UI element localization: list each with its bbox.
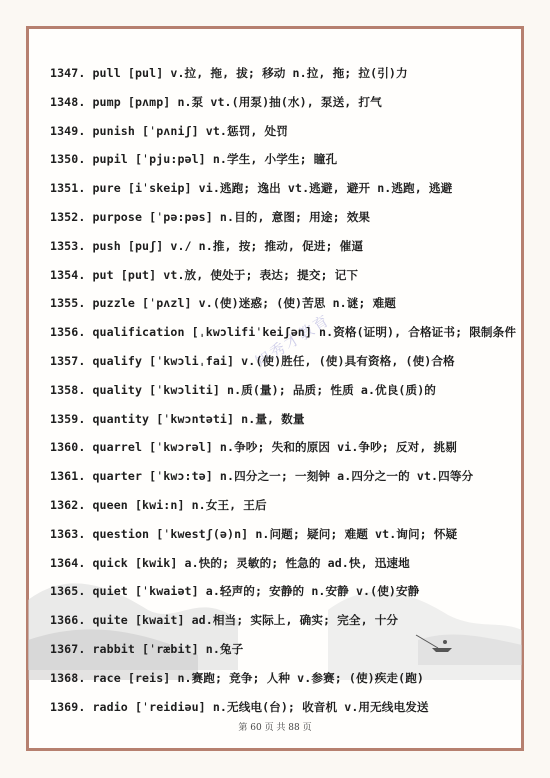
vocab-entry: 1360. quarrel [ˈkwɔrəl] n.争吵; 失和的原因 vi.争吵; 反对, 挑剔 xyxy=(50,440,457,455)
vocabulary-list xyxy=(50,59,520,721)
vocab-entry: 1348. pump [pʌmp] n.泵 vt.(用泵)抽(水), 泵送, 打气 xyxy=(50,94,382,109)
vocab-entry: 1362. queen [kwi:n] n.女王, 王后 xyxy=(50,497,267,512)
vocab-entry: 1356. qualification [ˌkwɔlifiˈkeiʃən] n.资格(证明), 合格证书; 限制条件 xyxy=(50,325,517,340)
vocab-entry: 1352. purpose [ˈpə:pəs] n.目的, 意图; 用途; 效果 xyxy=(50,209,371,224)
vocab-entry: 1366. quite [kwait] ad.相当; 实际上, 确实; 完全, 十分 xyxy=(50,613,399,628)
vocab-entry: 1359. quantity [ˈkwɔntəti] n.量, 数量 xyxy=(50,411,305,426)
vocab-entry: 1349. punish [ˈpʌniʃ] vt.惩罚, 处罚 xyxy=(50,123,288,138)
vocab-entry: 1354. put [put] vt.放, 使处于; 表达; 提交; 记下 xyxy=(50,267,359,282)
page-footer: 第 60 页 共 88 页 xyxy=(238,723,312,733)
vocab-entry: 1368. race [reis] n.赛跑; 竞争; 人种 v.参赛; (使)疾走(跑) xyxy=(50,670,424,685)
vocab-entry: 1367. rabbit [ˈræbit] n.兔子 xyxy=(50,641,244,656)
vocab-entry: 1347. pull [pul] v.拉, 拖, 拔; 移动 n.拉, 拖; 拉(引)力 xyxy=(50,66,408,80)
vocab-entry: 1353. push [puʃ] v./ n.推, 按; 推动, 促进; 催逼 xyxy=(50,238,364,253)
vocab-entry: 1361. quarter [ˈkwɔ:tə] n.四分之一; 一刻钟 a.四分之一的 vt.四等分 xyxy=(50,469,474,484)
vocab-entry: 1363. question [ˈkwestʃ(ə)n] n.问题; 疑问; 难题 vt.询问; 怀疑 xyxy=(50,526,458,541)
vocab-entry: 1350. pupil [ˈpju:pəl] n.学生, 小学生; 瞳孔 xyxy=(50,152,338,167)
vocab-entry: 1364. quick [kwik] a.快的; 灵敏的; 性急的 ad.快, 迅速地 xyxy=(50,555,410,570)
watermark: 知秀才教育 xyxy=(251,310,334,372)
vocab-entry: 1369. radio [ˈreidiəu] n.无线电(台); 收音机 v.用无线电发送 xyxy=(50,699,429,714)
vocab-entry: 1355. puzzle [ˈpʌzl] v.(使)迷惑; (使)苦思 n.谜; 难题 xyxy=(50,296,396,311)
vocab-entry: 1357. qualify [ˈkwɔliˌfai] v.(使)胜任, (使)具有资格, (使)合格 xyxy=(50,353,455,368)
vocab-entry: 1358. quality [ˈkwɔliti] n.质(量); 品质; 性质 a.优良(质)的 xyxy=(50,382,436,397)
vocab-entry: 1365. quiet [ˈkwaiət] a.轻声的; 安静的 n.安静 v.(使)安静 xyxy=(50,584,420,599)
vocab-entry: 1351. pure [iˈskeip] vi.逃跑; 逸出 vt.逃避, 避开 n.逃跑, 逃避 xyxy=(50,181,453,196)
